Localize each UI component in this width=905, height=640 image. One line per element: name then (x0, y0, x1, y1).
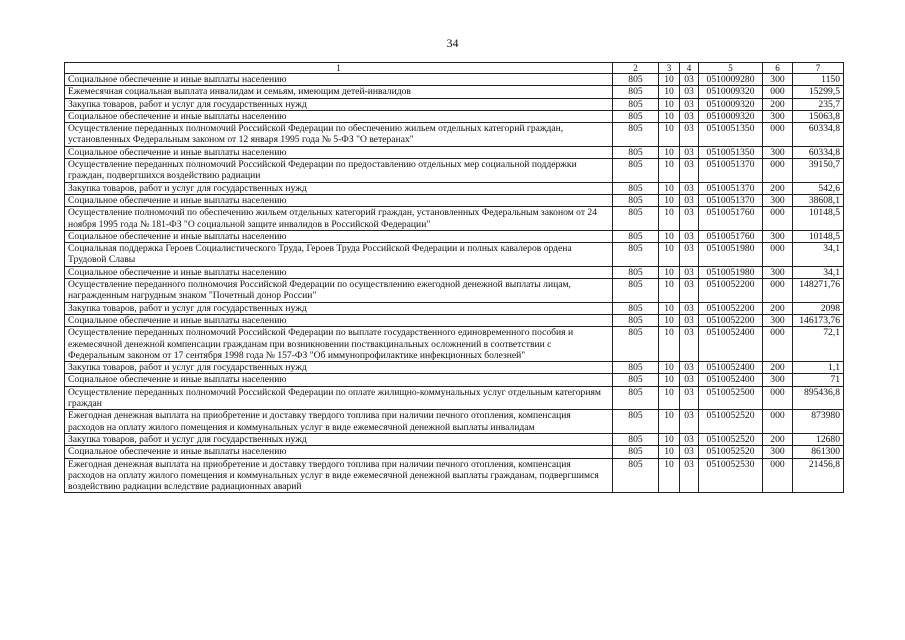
ministry-code-cell: 805 (613, 74, 659, 86)
row-name-cell: Осуществление переданных полномочий Российской Федерации по оплате жилищно-коммунальных услуг отдельным категориям граждан (65, 386, 613, 410)
subsection-code-cell: 03 (680, 314, 699, 326)
row-name-cell: Социальное обеспечение и иные выплаты населению (65, 110, 613, 122)
ministry-code-cell: 805 (613, 327, 659, 362)
ministry-code-cell: 805 (613, 410, 659, 434)
section-code-cell: 10 (659, 194, 680, 206)
row-name-cell: Социальное обеспечение и иные выплаты населению (65, 146, 613, 158)
ministry-code-cell: 805 (613, 123, 659, 147)
row-name-cell: Социальное обеспечение и иные выплаты населению (65, 194, 613, 206)
row-name-cell: Социальная поддержка Героев Социалистического Труда, Героев Труда Российской Федерации и полных кавалеров ордена Трудовой Славы (65, 243, 613, 267)
section-code-cell: 10 (659, 110, 680, 122)
expense-type-cell: 200 (763, 98, 793, 110)
ministry-code-cell: 805 (613, 386, 659, 410)
amount-cell: 235,7 (793, 98, 844, 110)
column-header: 7 (793, 63, 844, 74)
subsection-code-cell: 03 (680, 207, 699, 231)
target-article-cell: 0510052520 (699, 410, 763, 434)
section-code-cell: 10 (659, 446, 680, 458)
section-code-cell: 10 (659, 327, 680, 362)
table-row (65, 386, 844, 410)
amount-cell: 10148,5 (793, 207, 844, 231)
target-article-cell: 0510052530 (699, 458, 763, 493)
table-row (65, 98, 844, 110)
amount-cell: 72,1 (793, 327, 844, 362)
table-row (65, 146, 844, 158)
amount-cell: 2098 (793, 302, 844, 314)
expense-type-cell: 000 (763, 159, 793, 183)
subsection-code-cell: 03 (680, 159, 699, 183)
subsection-code-cell: 03 (680, 446, 699, 458)
target-article-cell: 0510052400 (699, 327, 763, 362)
ministry-code-cell: 805 (613, 362, 659, 374)
expense-type-cell: 000 (763, 327, 793, 362)
ministry-code-cell: 805 (613, 433, 659, 445)
column-header: 5 (699, 63, 763, 74)
ministry-code-cell: 805 (613, 230, 659, 242)
table-row (65, 410, 844, 434)
expense-type-cell: 000 (763, 123, 793, 147)
subsection-code-cell: 03 (680, 230, 699, 242)
expense-type-cell: 300 (763, 74, 793, 86)
ministry-code-cell: 805 (613, 458, 659, 493)
row-name-cell: Закупка товаров, работ и услуг для государственных нужд (65, 433, 613, 445)
expense-type-cell: 200 (763, 433, 793, 445)
amount-cell: 873980 (793, 410, 844, 434)
row-name-cell: Осуществление переданного полномочия Российской Федерации по осуществлению ежегодной денежной выплаты лицам, награжденным нагрудным знаком "Почетный донор России" (65, 279, 613, 303)
section-code-cell: 10 (659, 410, 680, 434)
table-row (65, 302, 844, 314)
subsection-code-cell: 03 (680, 433, 699, 445)
ministry-code-cell: 805 (613, 86, 659, 98)
amount-cell: 34,1 (793, 266, 844, 278)
expense-type-cell: 000 (763, 86, 793, 98)
expense-type-cell: 300 (763, 230, 793, 242)
subsection-code-cell: 03 (680, 110, 699, 122)
table-row (65, 207, 844, 231)
expense-type-cell: 000 (763, 243, 793, 267)
target-article-cell: 0510052400 (699, 362, 763, 374)
target-article-cell: 0510009320 (699, 110, 763, 122)
column-header: 1 (65, 63, 613, 74)
amount-cell: 60334,8 (793, 123, 844, 147)
target-article-cell: 0510052400 (699, 374, 763, 386)
subsection-code-cell: 03 (680, 458, 699, 493)
amount-cell: 71 (793, 374, 844, 386)
subsection-code-cell: 03 (680, 266, 699, 278)
amount-cell: 861300 (793, 446, 844, 458)
row-name-cell: Социальное обеспечение и иные выплаты населению (65, 266, 613, 278)
target-article-cell: 0510051370 (699, 194, 763, 206)
subsection-code-cell: 03 (680, 279, 699, 303)
ministry-code-cell: 805 (613, 302, 659, 314)
table-row (65, 243, 844, 267)
target-article-cell: 0510052200 (699, 302, 763, 314)
table-row (65, 433, 844, 445)
target-article-cell: 0510052500 (699, 386, 763, 410)
section-code-cell: 10 (659, 182, 680, 194)
section-code-cell: 10 (659, 374, 680, 386)
column-header: 4 (680, 63, 699, 74)
row-name-cell: Осуществление переданных полномочий Российской Федерации по предоставлению отдельных мер социальной поддержки граждан, подвергшихся воздействию радиации (65, 159, 613, 183)
table-row (65, 327, 844, 362)
subsection-code-cell: 03 (680, 86, 699, 98)
table-row (65, 314, 844, 326)
amount-cell: 21456,8 (793, 458, 844, 493)
row-name-cell: Ежегодная денежная выплата на приобретение и доставку твердого топлива при наличии печного отопления, компенсация расходов на оплату жилого помещения и коммунальных услуг в виде ежемесячной денежной выплаты инвалидам (65, 410, 613, 434)
row-name-cell: Социальное обеспечение и иные выплаты населению (65, 74, 613, 86)
table-row (65, 266, 844, 278)
subsection-code-cell: 03 (680, 374, 699, 386)
target-article-cell: 0510051350 (699, 146, 763, 158)
amount-cell: 34,1 (793, 243, 844, 267)
column-header: 3 (659, 63, 680, 74)
page-number: 34 (446, 36, 459, 50)
budget-table (64, 62, 844, 493)
ministry-code-cell: 805 (613, 182, 659, 194)
target-article-cell: 0510051350 (699, 123, 763, 147)
section-code-cell: 10 (659, 159, 680, 183)
expense-type-cell: 200 (763, 362, 793, 374)
expense-type-cell: 200 (763, 302, 793, 314)
ministry-code-cell: 805 (613, 146, 659, 158)
amount-cell: 12680 (793, 433, 844, 445)
section-code-cell: 10 (659, 123, 680, 147)
ministry-code-cell: 805 (613, 194, 659, 206)
target-article-cell: 0510009320 (699, 86, 763, 98)
ministry-code-cell: 805 (613, 266, 659, 278)
row-name-cell: Социальное обеспечение и иные выплаты населению (65, 374, 613, 386)
section-code-cell: 10 (659, 266, 680, 278)
row-name-cell: Ежегодная денежная выплата на приобретение и доставку твердого топлива при наличии печного отопления, компенсация расходов на оплату жилого помещения и коммунальных услуг в виде ежемесячной денежной выплаты гражданам, подвергшимся воздействию радиации вследствие радиационных аварий (65, 458, 613, 493)
ministry-code-cell: 805 (613, 159, 659, 183)
subsection-code-cell: 03 (680, 146, 699, 158)
row-name-cell: Социальное обеспечение и иные выплаты населению (65, 314, 613, 326)
row-name-cell: Социальное обеспечение и иные выплаты населению (65, 446, 613, 458)
table-row (65, 194, 844, 206)
target-article-cell: 0510052520 (699, 433, 763, 445)
table-row (65, 446, 844, 458)
subsection-code-cell: 03 (680, 302, 699, 314)
expense-type-cell: 300 (763, 110, 793, 122)
target-article-cell: 0510009320 (699, 98, 763, 110)
expense-type-cell: 000 (763, 410, 793, 434)
target-article-cell: 0510052200 (699, 314, 763, 326)
row-name-cell: Ежемесячная социальная выплата инвалидам и семьям, имеющим детей-инвалидов (65, 86, 613, 98)
section-code-cell: 10 (659, 302, 680, 314)
table-row (65, 159, 844, 183)
ministry-code-cell: 805 (613, 98, 659, 110)
expense-type-cell: 300 (763, 146, 793, 158)
ministry-code-cell: 805 (613, 279, 659, 303)
row-name-cell: Социальное обеспечение и иные выплаты населению (65, 230, 613, 242)
amount-cell: 895436,8 (793, 386, 844, 410)
section-code-cell: 10 (659, 74, 680, 86)
table-header-row (65, 63, 844, 74)
section-code-cell: 10 (659, 86, 680, 98)
section-code-cell: 10 (659, 279, 680, 303)
column-header: 6 (763, 63, 793, 74)
row-name-cell: Закупка товаров, работ и услуг для государственных нужд (65, 362, 613, 374)
table-row (65, 123, 844, 147)
section-code-cell: 10 (659, 386, 680, 410)
section-code-cell: 10 (659, 362, 680, 374)
table-row (65, 362, 844, 374)
expense-type-cell: 300 (763, 314, 793, 326)
table-row (65, 374, 844, 386)
ministry-code-cell: 805 (613, 374, 659, 386)
subsection-code-cell: 03 (680, 410, 699, 434)
section-code-cell: 10 (659, 207, 680, 231)
section-code-cell: 10 (659, 458, 680, 493)
section-code-cell: 10 (659, 98, 680, 110)
amount-cell: 39150,7 (793, 159, 844, 183)
section-code-cell: 10 (659, 230, 680, 242)
table-body (65, 74, 844, 493)
amount-cell: 15299,5 (793, 86, 844, 98)
section-code-cell: 10 (659, 243, 680, 267)
subsection-code-cell: 03 (680, 74, 699, 86)
target-article-cell: 0510051760 (699, 207, 763, 231)
amount-cell: 542,6 (793, 182, 844, 194)
table-row (65, 86, 844, 98)
section-code-cell: 10 (659, 433, 680, 445)
table-row (65, 230, 844, 242)
expense-type-cell: 000 (763, 458, 793, 493)
expense-type-cell: 300 (763, 194, 793, 206)
amount-cell: 1150 (793, 74, 844, 86)
table-row (65, 74, 844, 86)
row-name-cell: Осуществление переданных полномочий Российской Федерации по обеспечению жильем отдельных категорий граждан, установленных Федеральным законом от 12 января 1995 года № 5-ФЗ "О ветеранах" (65, 123, 613, 147)
target-article-cell: 0510051760 (699, 230, 763, 242)
expense-type-cell: 300 (763, 446, 793, 458)
section-code-cell: 10 (659, 146, 680, 158)
target-article-cell: 0510051370 (699, 182, 763, 194)
ministry-code-cell: 805 (613, 243, 659, 267)
expense-type-cell: 000 (763, 279, 793, 303)
column-header: 2 (613, 63, 659, 74)
target-article-cell: 0510052200 (699, 279, 763, 303)
target-article-cell: 0510051980 (699, 266, 763, 278)
subsection-code-cell: 03 (680, 362, 699, 374)
ministry-code-cell: 805 (613, 110, 659, 122)
expense-type-cell: 300 (763, 374, 793, 386)
table-row (65, 458, 844, 493)
target-article-cell: 0510052520 (699, 446, 763, 458)
table-row (65, 182, 844, 194)
subsection-code-cell: 03 (680, 194, 699, 206)
amount-cell: 10148,5 (793, 230, 844, 242)
amount-cell: 146173,76 (793, 314, 844, 326)
target-article-cell: 0510009280 (699, 74, 763, 86)
subsection-code-cell: 03 (680, 386, 699, 410)
subsection-code-cell: 03 (680, 182, 699, 194)
section-code-cell: 10 (659, 314, 680, 326)
row-name-cell: Закупка товаров, работ и услуг для государственных нужд (65, 302, 613, 314)
amount-cell: 148271,76 (793, 279, 844, 303)
amount-cell: 60334,8 (793, 146, 844, 158)
ministry-code-cell: 805 (613, 207, 659, 231)
row-name-cell: Осуществление полномочий по обеспечению жильем отдельных категорий граждан, установленных Федеральным законом от 24 ноября 1995 года № 181-ФЗ "О социальной защите инвалидов в Российской Федерации" (65, 207, 613, 231)
subsection-code-cell: 03 (680, 243, 699, 267)
row-name-cell: Закупка товаров, работ и услуг для государственных нужд (65, 182, 613, 194)
expense-type-cell: 200 (763, 182, 793, 194)
amount-cell: 15063,8 (793, 110, 844, 122)
row-name-cell: Осуществление переданных полномочий Российской Федерации по выплате государственного единовременного пособия и ежемесячной денежной компенсации гражданам при возникновении поствакцинальных осложнений в соответствии с Федеральным законом от 17 сентября 1998 года № 157-ФЗ "Об иммунопрофилактике инфекционных болезней" (65, 327, 613, 362)
table-row (65, 110, 844, 122)
table-row (65, 279, 844, 303)
ministry-code-cell: 805 (613, 314, 659, 326)
expense-type-cell: 000 (763, 207, 793, 231)
target-article-cell: 0510051980 (699, 243, 763, 267)
row-name-cell: Закупка товаров, работ и услуг для государственных нужд (65, 98, 613, 110)
amount-cell: 1,1 (793, 362, 844, 374)
subsection-code-cell: 03 (680, 123, 699, 147)
expense-type-cell: 000 (763, 386, 793, 410)
expense-type-cell: 300 (763, 266, 793, 278)
subsection-code-cell: 03 (680, 327, 699, 362)
amount-cell: 38608,1 (793, 194, 844, 206)
subsection-code-cell: 03 (680, 98, 699, 110)
target-article-cell: 0510051370 (699, 159, 763, 183)
ministry-code-cell: 805 (613, 446, 659, 458)
